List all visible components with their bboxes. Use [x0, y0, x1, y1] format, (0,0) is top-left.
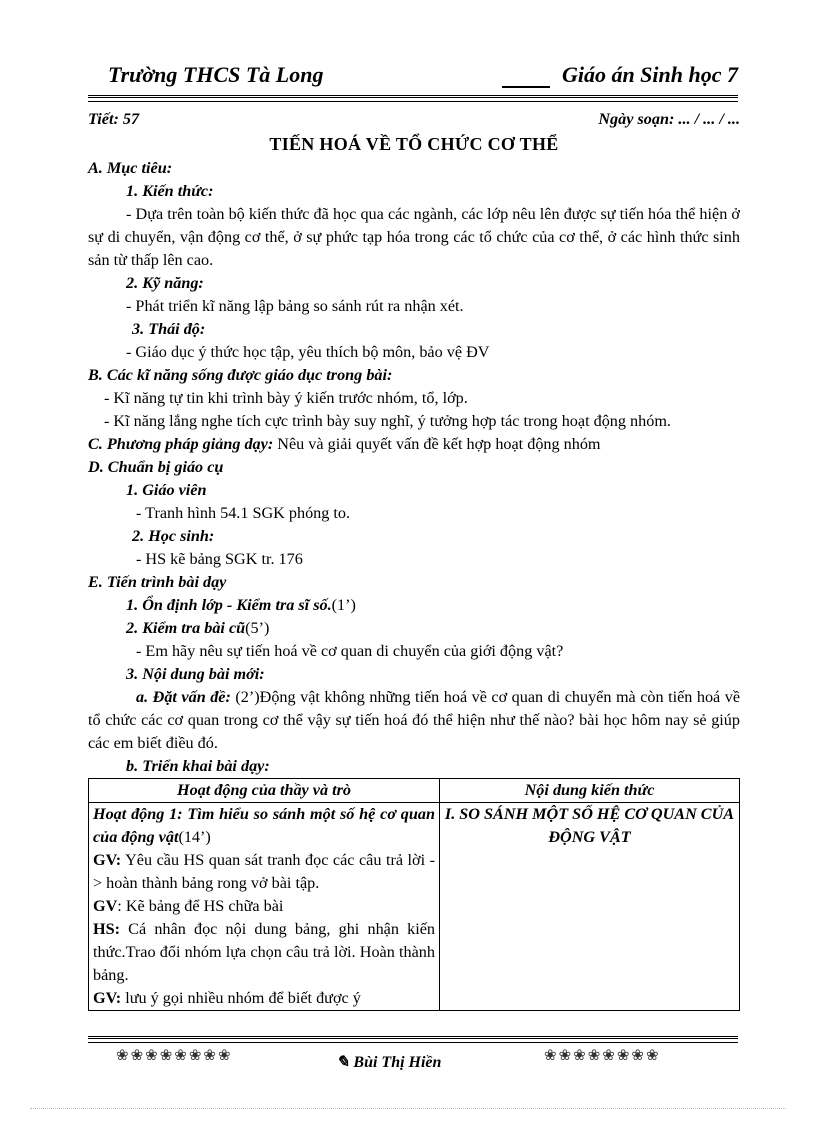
lesson-number: Tiết: 57	[88, 110, 140, 128]
page-footer	[88, 1036, 738, 1076]
activity-time: (14’)	[178, 828, 211, 846]
intro-title: a. Đặt vấn đề:	[136, 688, 231, 706]
section-c-heading: C. Phương pháp giảng dạy:	[88, 435, 274, 453]
content-title: I. SO SÁNH MỘT SỐ HỆ CƠ QUAN CỦA ĐỘNG VẬT	[444, 805, 735, 846]
step-1-time: (1’)	[331, 596, 356, 614]
speaker: GV:	[93, 851, 122, 869]
flower-decoration-right: ❀❀❀❀❀❀❀❀	[544, 1048, 661, 1064]
step-1-title: 1. Ổn định lớp - Kiểm tra sĩ số.	[126, 596, 332, 614]
step-1	[88, 594, 740, 617]
teacher-text: - Tranh hình 54.1 SGK phóng to.	[136, 504, 351, 522]
speaker: GV	[93, 897, 118, 915]
author-text: Bùi Thị Hiền	[353, 1054, 442, 1071]
student-title: 2. Học sinh:	[132, 527, 215, 545]
section-c	[88, 433, 740, 456]
page-header	[88, 62, 738, 94]
school-name: Trường THCS Tà Long	[108, 62, 324, 87]
step-2-time: (5’)	[245, 619, 270, 637]
author-name	[336, 1052, 441, 1072]
step-2-text: - Em hãy nêu sự tiến hoá về cơ quan di chuyển của giới động vật?	[136, 642, 564, 660]
subject-name: Giáo án Sinh học 7	[561, 62, 738, 87]
pen-icon: ✎	[336, 1054, 354, 1071]
section-e-heading: E. Tiến trình bài dạy	[88, 573, 227, 591]
attitude-title: 3. Thái độ:	[132, 320, 206, 338]
header-separator	[502, 86, 550, 88]
activity-line	[93, 895, 435, 918]
footer-rule	[88, 1036, 738, 1043]
content-cell	[440, 803, 740, 1011]
section-b-heading: B. Các kĩ năng sống được giáo dục trong bài:	[88, 366, 393, 384]
activity-heading	[93, 803, 435, 849]
intro-text: (2’)Động vật không những tiến hoá về cơ quan di chuyển mà còn tiến hoá về tổ chức các cơ quan trong cơ thể vậy sự tiến hoá đó thể hiện như thế nào? bài học hôm nay sẻ giúp các em biết điều đó.	[88, 688, 740, 752]
activity-line-text: : Kẽ bảng để HS chữa bài	[117, 897, 284, 915]
activity-line-text: Cá nhân đọc nội dung bảng, ghi nhận kiến thức.Trao đổi nhóm lựa chọn câu trả lời. Hoàn thành bảng.	[93, 920, 435, 984]
life-skill-1: - Kĩ năng tự tin khi trình bày ý kiến trước nhóm, tổ, lớp.	[104, 389, 468, 407]
skills-text: - Phát triển kĩ năng lập bảng so sánh rút ra nhận xét.	[126, 297, 464, 315]
life-skill-2: - Kĩ năng lắng nghe tích cực trình bày suy nghĩ, ý tưởng hợp tác trong hoạt động nhóm.	[104, 412, 671, 430]
section-a-heading: A. Mục tiêu:	[88, 159, 173, 177]
col-content-header: Nội dung kiến thức	[440, 779, 740, 803]
activity-line-text: lưu ý gọi nhiều nhóm để biết được ý	[121, 989, 361, 1007]
student-text: - HS kẽ bảng SGK tr. 176	[136, 550, 303, 568]
section-c-text: Nêu và giải quyết vấn đề kết hợp hoạt động nhóm	[277, 435, 601, 453]
activity-title: Hoạt động 1: Tìm hiểu so sánh một số hệ cơ quan của động vật	[93, 805, 435, 846]
lesson-title: TIẾN HOÁ VỀ TỔ CHỨC CƠ THỂ	[269, 134, 559, 154]
skills-title: 2. Kỹ năng:	[126, 274, 204, 292]
prepared-date: Ngày soạn: ... / ... / ...	[598, 110, 740, 128]
activity-line	[93, 918, 435, 987]
knowledge-title: 1. Kiến thức:	[126, 182, 214, 200]
deploy-title: b. Triển khai bài dạy:	[126, 757, 270, 775]
table-row	[89, 803, 740, 1011]
table-header-row	[89, 779, 740, 803]
step-3-title: 3. Nội dung bài mới:	[126, 665, 265, 683]
lesson-table	[88, 778, 740, 1011]
document-body	[88, 108, 740, 1011]
col-activities-header: Hoạt động của thầy và trò	[89, 779, 440, 803]
section-d-heading: D. Chuẩn bị giáo cụ	[88, 458, 224, 476]
lesson-info-row	[88, 108, 740, 131]
header-rule	[88, 95, 738, 102]
flower-decoration-left: ❀❀❀❀❀❀❀❀	[116, 1048, 233, 1064]
attitude-text: - Giáo dục ý thức học tập, yêu thích bộ môn, bảo vệ ĐV	[126, 343, 490, 361]
activity-line	[93, 987, 435, 1010]
teacher-title: 1. Giáo viên	[126, 481, 207, 499]
activity-line	[93, 849, 435, 895]
knowledge-text: - Dựa trên toàn bộ kiến thức đã học qua các ngành, các lớp nêu lên được sự tiến hóa thể hiện ở sự di chuyển, vận động cơ thể, ở sự phức tạp hóa trong các tổ chức của cơ thể, ở các hình thức sinh sản từ thấp lên cao.	[88, 205, 740, 269]
step-2-title: 2. Kiểm tra bài cũ	[126, 619, 246, 637]
intro-paragraph	[88, 686, 740, 755]
activity-line-text: Yêu cầu HS quan sát tranh đọc các câu trả lời -> hoàn thành bảng rong vở bài tập.	[93, 851, 435, 892]
page-bottom-border	[30, 1108, 786, 1109]
step-2	[88, 617, 740, 640]
speaker: GV:	[93, 989, 122, 1007]
speaker: HS:	[93, 920, 120, 938]
activities-cell	[89, 803, 440, 1011]
